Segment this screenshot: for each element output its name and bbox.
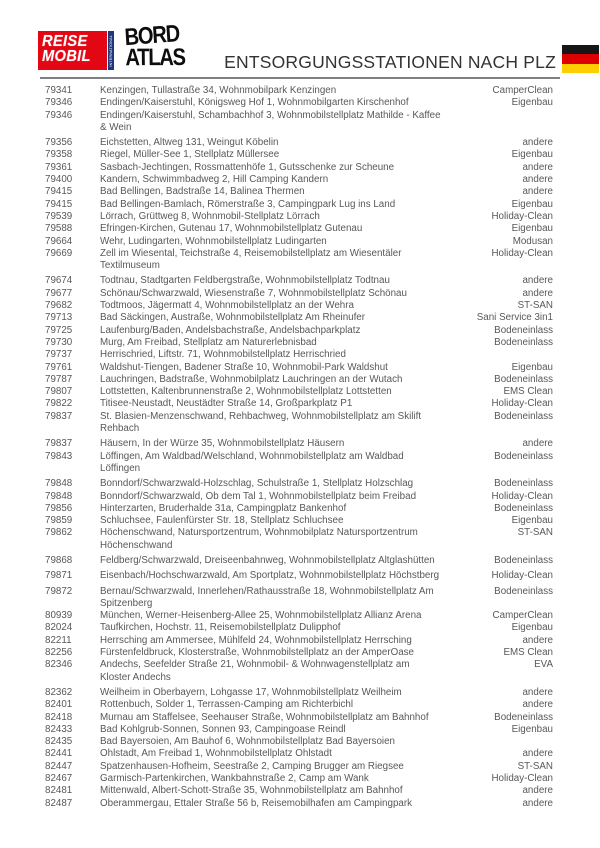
plz-cell: 79822 <box>45 398 73 410</box>
plz-cell: 82211 <box>45 634 72 646</box>
disposal-type-cell: EMS Clean <box>503 386 553 398</box>
plz-cell: 82467 <box>45 773 73 785</box>
address-cell: Efringen-Kirchen, Gutenau 17, Wohnmobilstellplatz Gutenau <box>100 223 363 235</box>
table-row <box>45 570 553 582</box>
plz-cell: 82435 <box>45 736 73 748</box>
address-cell: Feldberg/Schwarzwald, Dreiseenbahnweg, Wohnmobilstellplatz Altglashütten <box>100 554 435 566</box>
plz-cell: 79674 <box>45 275 73 287</box>
address-cell: Bad Bayersoien, Am Bauhof 6, Wohnmobilstellplatz Bad Bayersoien <box>100 736 395 748</box>
plz-cell: 79761 <box>45 361 73 373</box>
plz-cell: 79737 <box>45 349 73 361</box>
disposal-type-cell: andere <box>522 275 553 287</box>
address-cell: Häusern, In der Würze 35, Wohnmobilstellplatz Häusern <box>100 438 345 450</box>
reisemobil-strip-text: INTERNATIONAL <box>109 34 113 67</box>
disposal-type-cell: CamperClean <box>492 610 553 622</box>
plz-cell: 82024 <box>45 622 73 634</box>
table-row <box>45 622 553 634</box>
table-row <box>45 712 553 724</box>
address-cell: Rottenbuch, Solder 1, Terrassen-Camping am Richterbichl <box>100 699 354 711</box>
disposal-type-cell: Bodeneinlass <box>494 373 553 385</box>
plz-cell: 80939 <box>45 610 73 622</box>
plz-cell: 79341 <box>45 85 73 96</box>
disposal-type-cell: Holiday-Clean <box>491 210 553 222</box>
table-row <box>45 527 553 552</box>
disposal-type-cell: andere <box>522 748 553 760</box>
table-row <box>45 236 553 248</box>
address-cell: Lauchringen, Badstraße, Wohnmobilplatz Lauchringen an der Wutach <box>100 373 403 385</box>
table-row <box>45 491 553 503</box>
disposal-type-cell: EVA <box>534 659 553 671</box>
bordatlas-logo <box>123 20 196 72</box>
table-row <box>45 699 553 711</box>
disposal-type-cell: Holiday-Clean <box>491 570 553 582</box>
table-row <box>45 288 553 300</box>
disposal-type-cell: andere <box>522 797 553 809</box>
plz-cell: 82346 <box>45 659 73 671</box>
table-row <box>45 398 553 410</box>
plz-cell: 79807 <box>45 386 73 398</box>
address-cell: Eisenbach/Hochschwarzwald, Am Sportplatz, Wohnmobilstellplatz Höchstberg <box>100 570 440 582</box>
table-row <box>45 325 553 337</box>
reisemobil-logo-box <box>38 31 107 70</box>
plz-cell: 79862 <box>45 527 73 539</box>
disposal-type-cell: CamperClean <box>492 85 553 96</box>
table-row <box>45 610 553 622</box>
table-row <box>45 659 553 684</box>
disposal-type-cell: Eigenbau <box>511 97 553 109</box>
disposal-type-cell: Sani Service 3in1 <box>476 312 553 324</box>
address-cell: Ohlstadt, Am Freibad 1, Wohnmobilstellplatz Ohlstadt <box>100 748 332 760</box>
disposal-type-cell: andere <box>522 634 553 646</box>
header-divider <box>40 77 560 79</box>
disposal-type-cell: ST-SAN <box>517 300 553 312</box>
table-row <box>45 785 553 797</box>
address-cell: Kenzingen, Tullastraße 34, Wohnmobilpark Kenzingen <box>100 85 337 96</box>
address-cell: Murg, Am Freibad, Stellplatz am Naturerlebnisbad <box>100 336 317 348</box>
disposal-type-cell: Bodeneinlass <box>494 554 553 566</box>
plz-cell: 79682 <box>45 300 73 312</box>
address-cell: Höchenschwand, Natursportzentrum, Wohnmobilplatz Natursportzentrum Höchenschwand <box>100 527 418 551</box>
plz-cell: 79868 <box>45 554 73 566</box>
table-row <box>45 211 553 223</box>
table-row <box>45 478 553 490</box>
address-cell: Endingen/Kaiserstuhl, Königsweg Hof 1, Wohnmobilgarten Kirschenhof <box>100 97 409 109</box>
disposal-type-cell: ST-SAN <box>517 527 553 539</box>
plz-cell: 79787 <box>45 373 73 385</box>
disposal-type-cell: Eigenbau <box>511 198 553 210</box>
address-cell: Weilheim in Oberbayern, Lohgasse 17, Wohnmobilstellplatz Weilheim <box>100 686 402 698</box>
disposal-type-cell: Eigenbau <box>511 223 553 235</box>
plz-cell: 82441 <box>45 748 73 760</box>
address-cell: Zell im Wiesental, Teichstraße 4, Reisemobilstellplatz am Wiesentäler Textilmuseum <box>100 247 402 272</box>
table-row <box>45 149 553 161</box>
address-cell: Andechs, Seefelder Straße 21, Wohnmobil- & Wohnwagenstellplatz am Kloster Andechs <box>100 659 410 683</box>
plz-cell: 79400 <box>45 174 73 186</box>
plz-cell: 79588 <box>45 223 73 235</box>
disposal-type-cell: andere <box>522 785 553 797</box>
address-cell: Bad Kohlgrub-Sonnen, Sonnen 93, Campingoase Reindl <box>100 723 346 735</box>
flag-stripe-red <box>562 54 599 63</box>
address-cell: Herrsching am Ammersee, Mühlfeld 24, Wohnmobilstellplatz Herrsching <box>100 634 412 646</box>
disposal-type-cell: Bodeneinlass <box>494 450 553 462</box>
table-row <box>45 798 553 810</box>
table-row <box>45 374 553 386</box>
table-row <box>45 110 553 135</box>
disposal-type-cell: Eigenbau <box>511 149 553 161</box>
address-cell: Bernau/Schwarzwald, Innerlehen/Rathausstraße 18, Wohnmobilstellplatz Am Spitzenberg <box>100 585 434 609</box>
plz-cell: 79725 <box>45 324 73 336</box>
reisemobil-logo-line1: REISE <box>42 33 88 50</box>
plz-cell: 79713 <box>45 312 73 324</box>
table-row <box>45 438 553 450</box>
plz-cell: 82447 <box>45 760 73 772</box>
table-row <box>45 773 553 785</box>
table-row <box>45 635 553 647</box>
plz-cell: 79677 <box>45 287 73 299</box>
address-cell: Titisee-Neustadt, Neustädter Straße 14, Großparkplatz P1 <box>100 398 353 410</box>
plz-cell: 82362 <box>45 686 73 698</box>
disposal-type-cell: andere <box>522 161 553 173</box>
plz-cell: 79871 <box>45 570 73 582</box>
plz-cell: 79346 <box>45 97 73 109</box>
disposal-type-cell: andere <box>522 137 553 149</box>
reisemobil-logo <box>38 31 114 70</box>
disposal-type-cell: Modusan <box>512 235 553 247</box>
table-row <box>45 337 553 349</box>
address-cell: Schluchsee, Faulenfürster Str. 18, Stellplatz Schluchsee <box>100 515 344 527</box>
address-cell: Bad Bellingen, Badstraße 14, Balinea Thermen <box>100 186 305 198</box>
address-cell: St. Blasien-Menzenschwand, Rehbachweg, Wohnmobilstellplatz am Skilift Rehbach <box>100 410 422 435</box>
disposal-type-cell: Holiday-Clean <box>491 773 553 785</box>
table-row <box>45 312 553 324</box>
table-row <box>45 761 553 773</box>
address-cell: Fürstenfeldbruck, Klosterstraße, Wohnmobilstellplatz an der AmperOase <box>100 647 415 659</box>
address-cell: Löffingen, Am Waldbad/Welschland, Wohnmobilstellplatz am Waldbad Löffingen <box>100 450 404 474</box>
disposal-type-cell: Holiday-Clean <box>491 490 553 502</box>
bordatlas-logo-line2: ATLAS <box>125 44 185 72</box>
germany-flag-icon <box>562 45 599 73</box>
plz-cell: 79346 <box>45 109 73 121</box>
disposal-type-cell: andere <box>522 287 553 299</box>
plz-cell: 82401 <box>45 699 73 711</box>
address-cell: Sasbach-Jechtingen, Rossmattenhöfe 1, Gutsschenke zur Scheune <box>100 161 395 173</box>
plz-cell: 79415 <box>45 198 73 210</box>
address-cell: Lottstetten, Kaltenbrunnenstraße 2, Wohnmobilstellplatz Lottstetten <box>100 386 392 398</box>
table-row <box>45 411 553 436</box>
address-cell: Bonndorf/Schwarzwald, Ob dem Tal 1, Wohnmobilstellplatz beim Freibad <box>100 490 417 502</box>
address-cell: Kandern, Schwimmbadweg 2, Hill Camping Kandern <box>100 174 329 186</box>
plz-cell: 79848 <box>45 490 73 502</box>
table-row <box>45 386 553 398</box>
address-cell: Wehr, Ludingarten, Wohnmobilstellplatz Ludingarten <box>100 235 327 247</box>
address-cell: Herrischried, Liftstr. 71, Wohnmobilstellplatz Herrischried <box>100 349 346 361</box>
disposal-type-cell: EMS Clean <box>503 647 553 659</box>
table-row <box>45 647 553 659</box>
reisemobil-logo-line2: MOBIL <box>42 48 91 65</box>
disposal-type-cell: Bodeneinlass <box>494 478 553 490</box>
table-row <box>45 248 553 273</box>
table-row <box>45 162 553 174</box>
address-cell: Eichstetten, Altweg 131, Weingut Köbelin <box>100 137 279 149</box>
table-row <box>45 174 553 186</box>
plz-cell: 79539 <box>45 210 73 222</box>
address-cell: Mittenwald, Albert-Schott-Straße 35, Wohnmobilstellplatz am Bahnhof <box>100 785 403 797</box>
address-cell: Hinterzarten, Bruderhalde 31a, Campingplatz Bankenhof <box>100 502 347 514</box>
address-cell: Murnau am Staffelsee, Seehauser Straße, Wohnmobilstellplatz am Bahnhof <box>100 711 429 723</box>
page-title: ENTSORGUNGSSTATIONEN NACH PLZ <box>224 52 556 72</box>
table-row <box>45 275 553 287</box>
table-row <box>45 85 553 97</box>
disposal-type-cell: Eigenbau <box>511 361 553 373</box>
plz-cell: 79872 <box>45 585 73 597</box>
address-cell: Endingen/Kaiserstuhl, Schambachhof 3, Wohnmobilstellplatz Mathilde - Kaffee & Wein <box>100 109 441 133</box>
table-row <box>45 736 553 748</box>
address-cell: Lörrach, Grüttweg 8, Wohnmobil-Stellplatz Lörrach <box>100 210 320 222</box>
plz-cell: 82433 <box>45 723 73 735</box>
disposal-type-cell: Eigenbau <box>511 622 553 634</box>
plz-cell: 79669 <box>45 247 73 259</box>
address-cell: Taufkirchen, Hochstr. 11, Reisemobilstellplatz Dulipphof <box>100 622 341 634</box>
table-row <box>45 186 553 198</box>
table-row <box>45 748 553 760</box>
plz-cell: 79730 <box>45 336 73 348</box>
address-cell: Todtnau, Stadtgarten Feldbergstraße, Wohnmobilstellplatz Todtnau <box>100 275 390 287</box>
disposal-type-cell: Eigenbau <box>511 723 553 735</box>
table-row <box>45 515 553 527</box>
disposal-type-cell: Bodeneinlass <box>494 502 553 514</box>
address-cell: Bonndorf/Schwarzwald-Holzschlag, Schulstraße 1, Stellplatz Holzschlag <box>100 478 414 490</box>
disposal-type-cell: ST-SAN <box>517 760 553 772</box>
plz-cell: 79856 <box>45 502 73 514</box>
table-row <box>45 451 553 476</box>
disposal-type-cell: andere <box>522 686 553 698</box>
table-row <box>45 137 553 149</box>
address-cell: Schönau/Schwarzwald, Wiesenstraße 7, Wohnmobilstellplatz Schönau <box>100 287 407 299</box>
table-row <box>45 199 553 211</box>
table-row <box>45 503 553 515</box>
address-cell: Spatzenhausen-Hofheim, Seestraße 2, Camping Brugger am Riegsee <box>100 760 404 772</box>
table-row <box>45 223 553 235</box>
table-row <box>45 362 553 374</box>
disposal-type-cell: Holiday-Clean <box>491 398 553 410</box>
plz-cell: 79837 <box>45 410 73 422</box>
plz-cell: 79859 <box>45 515 73 527</box>
plz-cell: 79843 <box>45 450 73 462</box>
disposal-type-cell: Bodeneinlass <box>494 410 553 422</box>
plz-cell: 82418 <box>45 711 73 723</box>
disposal-type-cell: Eigenbau <box>511 515 553 527</box>
table-row <box>45 687 553 699</box>
address-cell: München, Werner-Heisenberg-Allee 25, Wohnmobilstellplatz Allianz Arena <box>100 610 422 622</box>
address-cell: Todtmoos, Jägermatt 4, Wohnmobilstellplatz an der Wehra <box>100 300 354 312</box>
disposal-type-cell: andere <box>522 699 553 711</box>
disposal-type-cell: Bodeneinlass <box>494 336 553 348</box>
plz-cell: 82487 <box>45 797 73 809</box>
address-cell: Bad Säckingen, Austraße, Wohnmobilstellplatz Am Rheinufer <box>100 312 366 324</box>
plz-cell: 79356 <box>45 137 73 149</box>
disposal-type-cell: andere <box>522 438 553 450</box>
address-cell: Bad Bellingen-Bamlach, Römerstraße 3, Campingpark Lug ins Land <box>100 198 396 210</box>
flag-stripe-gold <box>562 64 599 73</box>
plz-cell: 79358 <box>45 149 73 161</box>
bordatlas-logo-line1: BORD <box>123 20 180 52</box>
disposal-stations-table <box>45 85 553 810</box>
reisemobil-logo-strip <box>108 31 114 70</box>
table-row <box>45 586 553 611</box>
plz-cell: 79361 <box>45 161 73 173</box>
disposal-type-cell: andere <box>522 174 553 186</box>
plz-cell: 79664 <box>45 235 73 247</box>
disposal-type-cell: Bodeneinlass <box>494 711 553 723</box>
address-cell: Laufenburg/Baden, Andelsbachstraße, Andelsbachparkplatz <box>100 324 361 336</box>
address-cell: Garmisch-Partenkirchen, Wankbahnstraße 2, Camp am Wank <box>100 773 369 785</box>
table-row <box>45 300 553 312</box>
flag-stripe-black <box>562 45 599 54</box>
address-cell: Waldshut-Tiengen, Badener Straße 10, Wohnmobil-Park Waldshut <box>100 361 388 373</box>
address-cell: Oberammergau, Ettaler Straße 56 b, Reisemobilhafen am Campingpark <box>100 797 413 809</box>
plz-cell: 82256 <box>45 647 73 659</box>
disposal-type-cell: Bodeneinlass <box>494 585 553 597</box>
disposal-type-cell: andere <box>522 186 553 198</box>
table-row <box>45 555 553 567</box>
plz-cell: 82481 <box>45 785 73 797</box>
table-row <box>45 349 553 361</box>
address-cell: Riegel, Müller-See 1, Stellplatz Müllersee <box>100 149 280 161</box>
disposal-type-cell: Bodeneinlass <box>494 324 553 336</box>
table-row <box>45 97 553 109</box>
disposal-type-cell: Holiday-Clean <box>491 247 553 259</box>
table-row <box>45 724 553 736</box>
plz-cell: 79848 <box>45 478 73 490</box>
plz-cell: 79837 <box>45 438 73 450</box>
plz-cell: 79415 <box>45 186 73 198</box>
